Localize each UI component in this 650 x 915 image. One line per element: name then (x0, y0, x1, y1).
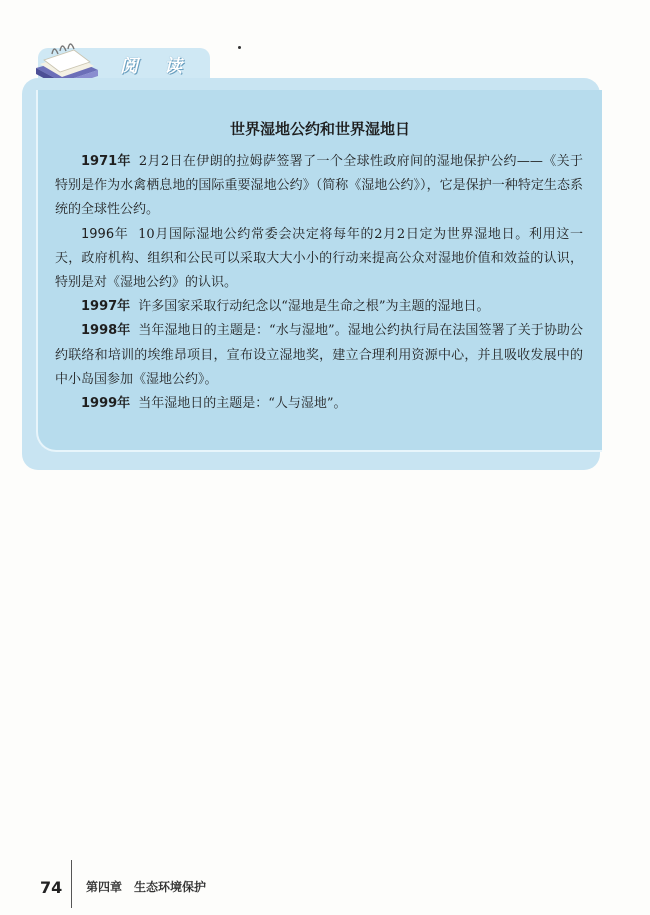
reading-tab-label: 阅 读 (120, 56, 193, 77)
paragraph-1998 (55, 319, 583, 392)
paragraph-text: 10月国际湿地公约常委会决定将每年的2月2日定为世界湿地日。利用这一天，政府机构、组织和公民可以采取大大小小的行动来提高公众对湿地价值和效益的认识，特别是对《湿地公约》的认识。 (55, 226, 583, 291)
year-label: 1996年 (81, 226, 129, 242)
chapter-title: 第四章 生态环境保护 (86, 880, 207, 894)
year-label: 1971年 (81, 154, 131, 169)
reading-body (55, 150, 583, 416)
paragraph-text: 当年湿地日的主题是：“人与湿地”。 (138, 396, 347, 412)
paragraph-text: 2月2日在伊朗的拉姆萨签署了一个全球性政府间的湿地保护公约——《关于特别是作为水禽栖息地的国际重要湿地公约》（简称《湿地公约》），它是保护一种特定生态系统的全球性公约。 (55, 154, 583, 218)
paragraph-1999 (55, 392, 583, 416)
reading-title: 世界湿地公约和世界湿地日 (229, 120, 410, 138)
year-label: 1998年 (81, 323, 131, 339)
footer-divider (71, 860, 72, 908)
year-label: 1997年 (81, 299, 131, 315)
paragraph-1996 (55, 223, 583, 296)
paragraph-1971 (55, 150, 583, 223)
paragraph-text: 当年湿地日的主题是：“水与湿地”。湿地公约执行局在法国签署了关于协助公约联络和培训的埃维昂项目，宣布设立湿地奖，建立合理利用资源中心，并且吸收发展中的中小岛国参加《湿地公约》。 (55, 323, 583, 387)
paragraph-1997 (55, 295, 583, 319)
decorative-dot (238, 46, 241, 49)
page-number: 74 (40, 878, 63, 897)
paragraph-text: 许多国家采取行动纪念以“湿地是生命之根”为主题的湿地日。 (138, 299, 490, 315)
year-label: 1999年 (81, 396, 131, 412)
